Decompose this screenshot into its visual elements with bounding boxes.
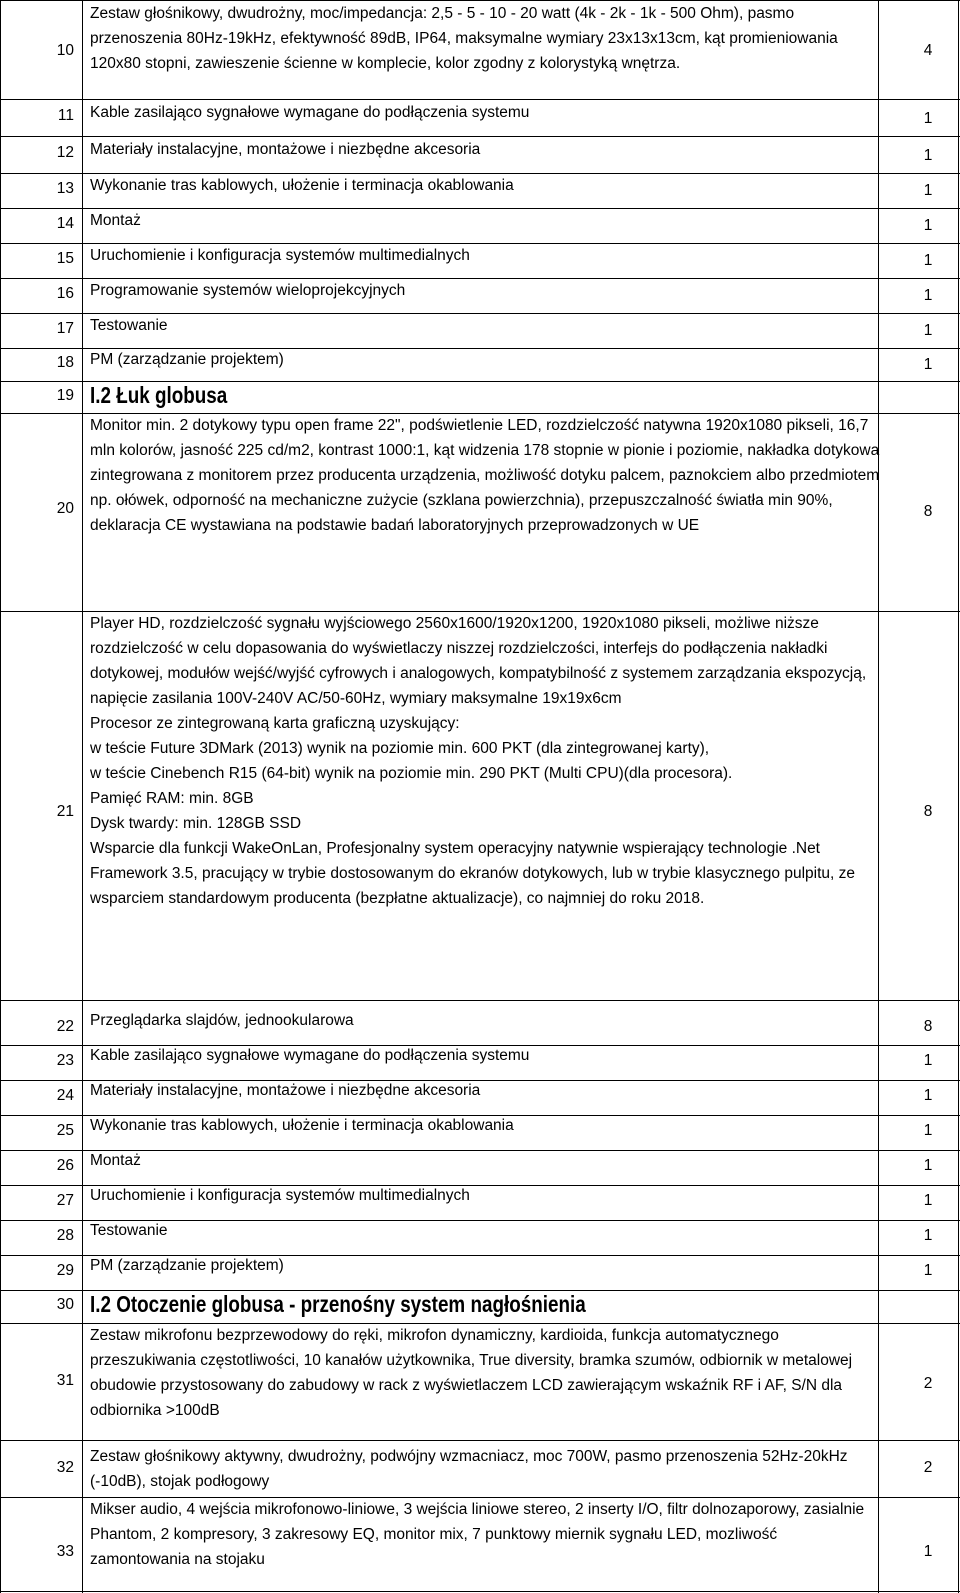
row-number: 26 bbox=[56, 1157, 74, 1174]
row-number: 30 bbox=[56, 1296, 74, 1313]
row-quantity: 4 bbox=[923, 42, 933, 59]
grid-line-right bbox=[958, 0, 959, 1593]
row-quantity: 8 bbox=[923, 503, 933, 520]
row-number: 29 bbox=[56, 1262, 74, 1279]
row-quantity: 1 bbox=[923, 356, 933, 373]
row-number: 14 bbox=[56, 215, 74, 232]
row-description: Przeglądarka slajdów, jednookularowa bbox=[90, 1012, 354, 1029]
row-description: Wykonanie tras kablowych, ułożenie i terminacja okablowania bbox=[90, 177, 514, 194]
row-quantity: 1 bbox=[923, 182, 933, 199]
row-description: PM (zarządzanie projektem) bbox=[90, 351, 284, 368]
row-quantity: 1 bbox=[923, 252, 933, 269]
row-number: 16 bbox=[56, 285, 74, 302]
section-heading: I.2 Łuk globusa bbox=[90, 382, 228, 408]
section-heading-row bbox=[90, 1292, 880, 1320]
row-quantity: 2 bbox=[923, 1459, 933, 1476]
row-description: Uruchomienie i konfiguracja systemów multimedialnych bbox=[90, 247, 470, 264]
row-quantity: 1 bbox=[923, 1192, 933, 1209]
row-quantity: 1 bbox=[923, 1262, 933, 1279]
row-number: 20 bbox=[56, 500, 74, 517]
grid-line-row bbox=[0, 1591, 960, 1592]
row-description: Zestaw głośnikowy aktywny, dwudrożny, podwójny wzmacniacz, moc 700W, pasmo przenoszenia 52Hz-20kHz (-10dB), stojak podłogowy bbox=[90, 1448, 848, 1490]
row-number: 15 bbox=[56, 250, 74, 267]
section-heading-row bbox=[90, 383, 880, 411]
row-number: 23 bbox=[56, 1052, 74, 1069]
row-description: Programowanie systemów wieloprojekcyjnych bbox=[90, 282, 406, 299]
row-quantity: 8 bbox=[923, 803, 933, 820]
row-description: Monitor min. 2 dotykowy typu open frame 22", podświetlenie LED, rozdzielczość natywna 1920x1080 pikseli, 16,7 mln kolorów, jasność 225 cd/m2, kontrast 1000:1, kąt widzenia 178 stopnie w pionie i poziomie, nakładka dotykowa zintegrowana z monitorem przez producenta urządzenia, możliwość dotyku palcem, paznokciem albo przedmiotem np. ołówek, odporność na mechaniczne zużycie (szklana powierzchnia), przepuszczalność światła min 90%, deklaracja CE wystawiana na podstawie badań laboratoryjnych przeprowadzonych w UE bbox=[90, 417, 880, 534]
row-number: 33 bbox=[56, 1543, 74, 1560]
row-description: PM (zarządzanie projektem) bbox=[90, 1257, 284, 1274]
row-description: Zestaw głośnikowy, dwudrożny, moc/impedancja: 2,5 - 5 - 10 - 20 watt (4k - 2k - 1k - 500 Ohm), pasmo przenoszenia 80Hz-19kHz, efektywność 89dB, IP64, maksymalne wymiary 23x13x13cm, kąt promieniowania 120x80 stopni, zawieszenie ścienne w komplecie, kolor zgodny z kolorystyką wnętrza. bbox=[90, 5, 838, 72]
row-number: 17 bbox=[56, 320, 74, 337]
row-quantity: 8 bbox=[923, 1018, 933, 1035]
row-quantity: 1 bbox=[923, 217, 933, 234]
row-number: 18 bbox=[56, 354, 74, 371]
row-quantity: 1 bbox=[923, 1157, 933, 1174]
row-number: 25 bbox=[56, 1122, 74, 1139]
row-description: Kable zasilająco sygnałowe wymagane do podłączenia systemu bbox=[90, 1047, 530, 1064]
row-description: Player HD, rozdzielczość sygnału wyjściowego 2560x1600/1920x1200, 1920x1080 pikseli, możliwe niższe rozdzielczość w celu dopasowania do wyświetlaczy niszzej rozdzielczości, interfejs do podłączenia nakładki dotykowej, modułów wejść/wyjść cyfrowych i analogowych, kompatybilność z systemem zarządzania ekspozycją, napięcie zasilania 100V-240V AC/50-60Hz, wymiary maksymalne 19x19x6cm Procesor ze zintegrowaną karta graficzną uzyskujący: w teście Future 3DMark (2013) wynik na poziomie min. 600 PKT (dla zintegrowanej karty), w teście Cinebench R15 (64-bit) wynik na poziomie min. 290 PKT (Multi CPU)(dla procesora). Pamięć RAM: min. 8GB Dysk twardy: min. 128GB SSD Wsparcie dla funkcji WakeOnLan, Profesjonalny system operacyjny natywnie wspierający technologie .Net Framework 3.5, pracujący w trybie dostosowanym do ekranów dotykowych, lub w trybie klasycznego pulpitu, ze wsparciem standardowym producenta (bezpłatne aktualizacje), co najmniej do roku 2018. bbox=[90, 615, 867, 907]
row-description: Materiały instalacyjne, montażowe i niezbędne akcesoria bbox=[90, 141, 481, 158]
row-quantity: 1 bbox=[923, 1122, 933, 1139]
row-description: Mikser audio, 4 wejścia mikrofonowo-liniowe, 3 wejścia liniowe stereo, 2 inserty I/O, filtr dolnozaporowy, zasialnie Phantom, 2 kompresory, 3 zakresowy EQ, monitor mix, 7 punktowy miernik sygnału LED, mozliwość zamontowania na stojaku bbox=[90, 1501, 865, 1568]
grid-line-left bbox=[0, 0, 1, 1593]
row-quantity: 1 bbox=[923, 1052, 933, 1069]
row-description: Montaż bbox=[90, 1152, 141, 1169]
row-description: Testowanie bbox=[90, 317, 168, 334]
row-quantity: 1 bbox=[923, 1087, 933, 1104]
row-description: Montaż bbox=[90, 212, 141, 229]
row-number: 10 bbox=[56, 42, 74, 59]
grid-line-row bbox=[0, 1440, 960, 1441]
row-number: 32 bbox=[56, 1459, 74, 1476]
row-quantity: 2 bbox=[923, 1375, 933, 1392]
row-number: 13 bbox=[56, 180, 74, 197]
row-quantity: 1 bbox=[923, 287, 933, 304]
section-heading: I.2 Otoczenie globusa - przenośny system nagłośnienia bbox=[90, 1291, 586, 1317]
row-description: Kable zasilająco sygnałowe wymagane do podłączenia systemu bbox=[90, 104, 530, 121]
row-quantity: 1 bbox=[923, 147, 933, 164]
row-description: Testowanie bbox=[90, 1222, 168, 1239]
row-quantity: 1 bbox=[923, 110, 933, 127]
row-description: Uruchomienie i konfiguracja systemów multimedialnych bbox=[90, 1187, 470, 1204]
grid-line-row bbox=[0, 1000, 960, 1001]
row-description: Materiały instalacyjne, montażowe i niezbędne akcesoria bbox=[90, 1082, 481, 1099]
row-quantity: 1 bbox=[923, 322, 933, 339]
row-number: 22 bbox=[56, 1018, 74, 1035]
row-number: 31 bbox=[56, 1372, 74, 1389]
row-number: 21 bbox=[56, 803, 74, 820]
row-description: Wykonanie tras kablowych, ułożenie i terminacja okablowania bbox=[90, 1117, 514, 1134]
row-number: 19 bbox=[56, 387, 74, 404]
row-quantity: 1 bbox=[923, 1543, 933, 1560]
row-number: 12 bbox=[56, 144, 74, 161]
row-number: 27 bbox=[56, 1192, 74, 1209]
row-number: 11 bbox=[57, 107, 74, 124]
row-number: 28 bbox=[56, 1227, 74, 1244]
row-number: 24 bbox=[56, 1087, 74, 1104]
grid-line-no bbox=[82, 0, 83, 1593]
row-quantity: 1 bbox=[923, 1227, 933, 1244]
row-description: Zestaw mikrofonu bezprzewodowy do ręki, mikrofon dynamiczny, kardioida, funkcja automatycznego przeszukiwania częstotliwości, 10 kanałów użytkownika, True diversity, bramka szumów, odbiornik w metalowej obudowie przystosowany do zabudowy w rack z wyświetlaczem LCD zawierającym wskaźnik RF i AF, S/N dla odbiornika >100dB bbox=[90, 1327, 853, 1419]
